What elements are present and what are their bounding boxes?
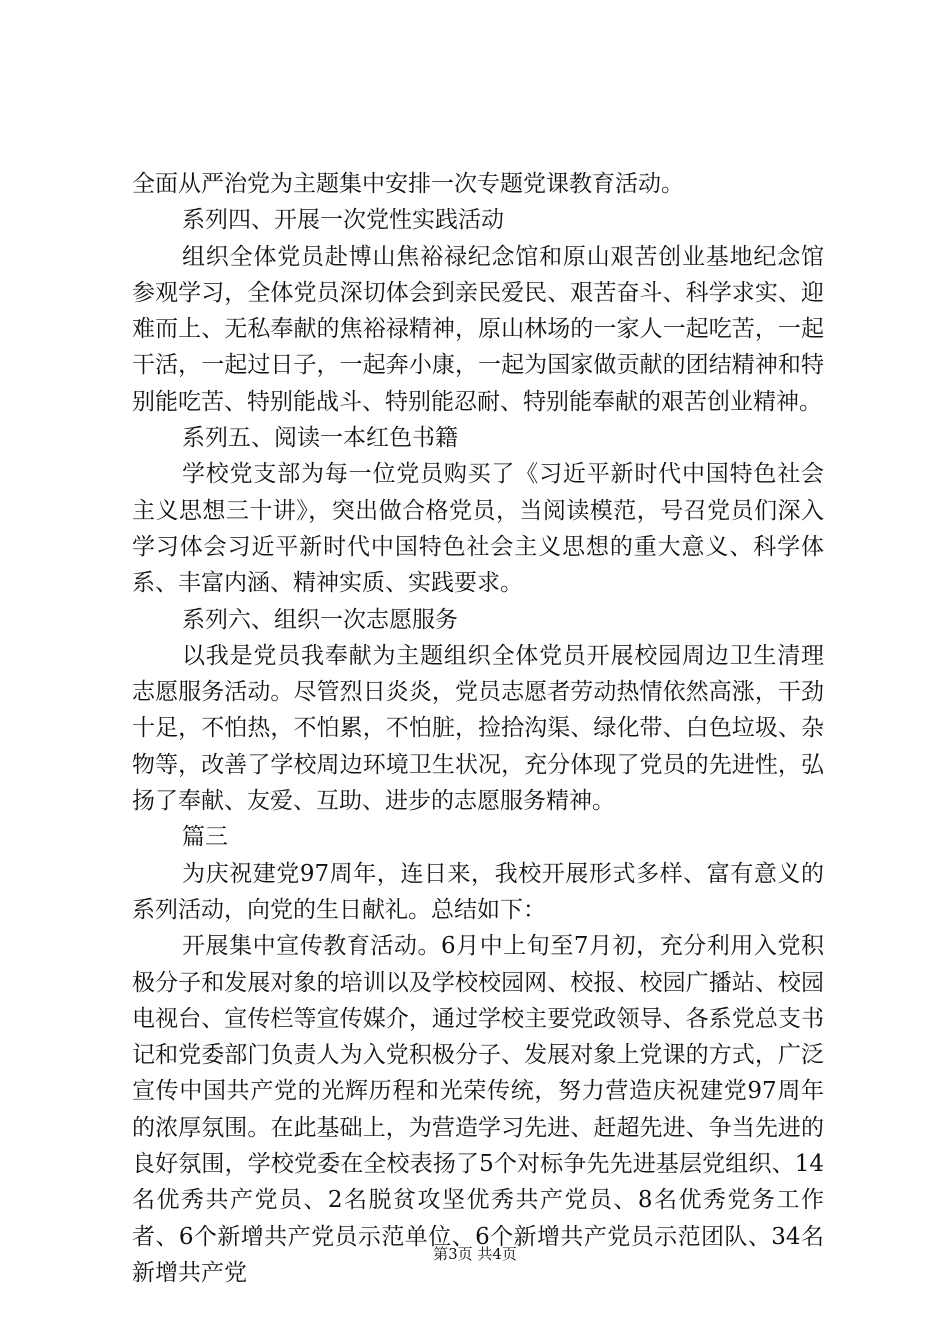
paragraph: 以我是党员我奉献为主题组织全体党员开展校园周边卫生清理志愿服务活动。尽管烈日炎炎，党员志愿者劳动热情依然高涨，干劲十足，不怕热，不怕累，不怕脏，捡拾沟渠、绿化带、白色垃圾、杂物等，改善了学校周边环境卫生状况，充分体现了党员的先进性，弘扬了奉献、友爱、互助、进步的志愿服务精神。 [132,642,824,815]
paragraph: 组织全体党员赴博山焦裕禄纪念馆和原山艰苦创业基地纪念馆参观学习，全体党员深切体会到亲民爱民、艰苦奋斗、科学求实、迎难而上、无私奉献的焦裕禄精神，原山林场的一家人一起吃苦，一起干活，一起过日子，一起奔小康，一起为国家做贡献的团结精神和特别能吃苦、特别能战斗、特别能忍耐、特别能奉献的艰苦创业精神。 [132,243,824,415]
paragraph: 为庆祝建党97周年，连日来，我校开展形式多样、富有意义的系列活动，向党的生日献礼。总结如下： [132,860,824,923]
document-body [132,166,824,1291]
paragraph: 全面从严治党为主题集中安排一次专题党课教育活动。 [132,171,684,197]
section-heading: 篇三 [182,824,228,851]
paragraph: 开展集中宣传教育活动。6月中上旬至7月初，充分利用入党积极分子和发展对象的培训以及学校校园网、校报、校园广播站、校园电视台、宣传栏等宣传媒介，通过学校主要党政领导、各系党总支书记和党委部门负责人为入党积极分子、发展对象上党课的方式，广泛宣传中国共产党的光辉历程和光荣传统，努力营造庆祝建党97周年的浓厚氛围。在此基础上，为营造学习先进、赶超先进、争当先进的良好氛围，学校党委在全校表扬了5个对标争先先进基层党组织、14名优秀共产党员、2名脱贫攻坚优秀共产党员、8名优秀党务工作者、6个新增共产党员示范单位、6个新增共产党员示范团队、34名新增共产党 [132,933,824,1286]
section-heading: 系列六、组织一次志愿服务 [182,606,458,633]
section-heading: 系列四、开展一次党性实践活动 [182,207,504,234]
section-heading: 系列五、阅读一本红色书籍 [182,425,458,452]
page-footer: 第3页 共4页 [433,1245,517,1263]
paragraph: 学校党支部为每一位党员购买了《习近平新时代中国特色社会主义思想三十讲》，突出做合格党员，当阅读模范，号召党员们深入学习体会习近平新时代中国特色社会主义思想的重大意义、科学体系、丰富内涵、精神实质、实践要求。 [132,461,824,597]
